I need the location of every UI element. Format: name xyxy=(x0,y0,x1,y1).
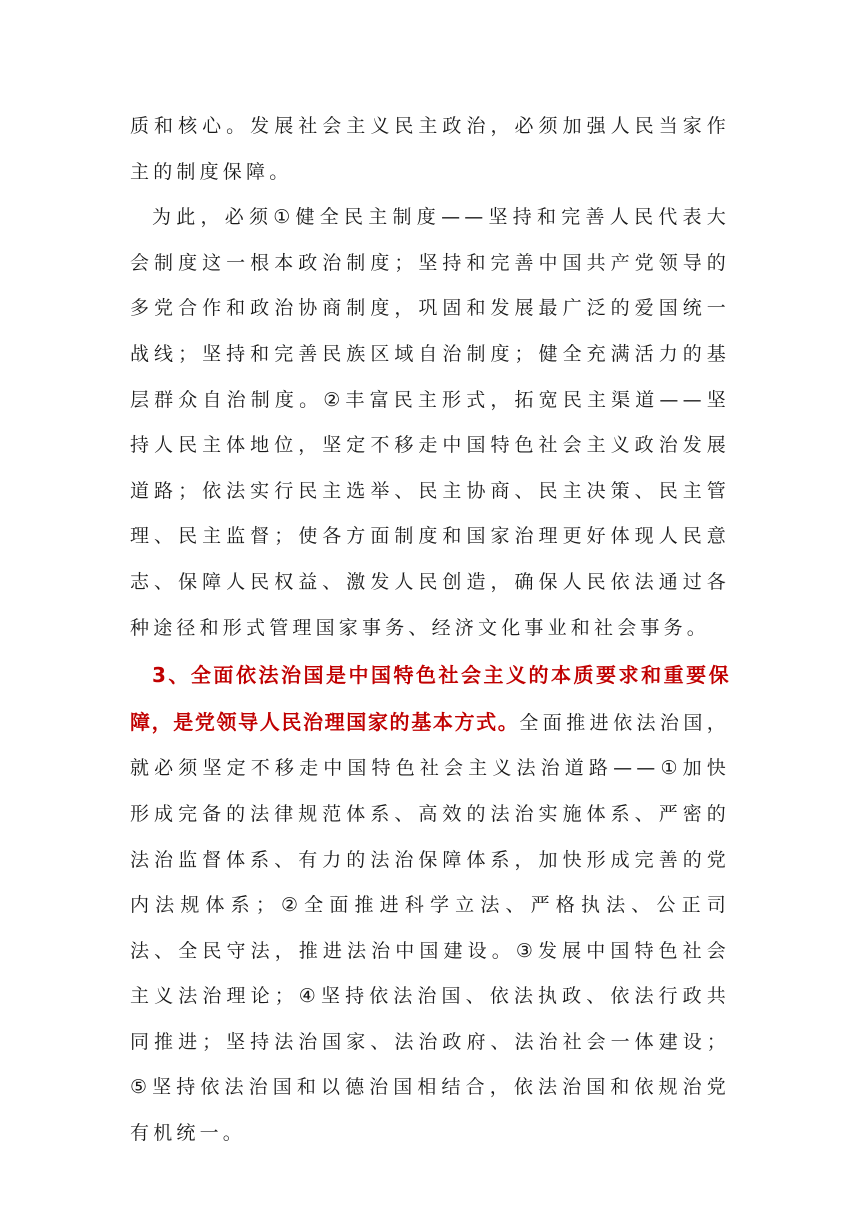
paragraph-rule-of-law-body: 全面推进依法治国，就必须坚定不移走中国特色社会主义法治道路——①加快形成完备的法律规范体系、高效的法治实施体系、严密的法治监督体系、有力的法治保障体系，加快形成完善的党内法规体系；②全面推进科学立法、严格执法、公正司法、全民守法，推进法治中国建设。③发展中国特色社会主义法治理论；④坚持依法治国、依法执政、依法行政共同推进；坚持法治国家、法治政府、法治社会一体建设；⑤坚持依法治国和以德治国相结合，依法治国和依规治党有机统一。 xyxy=(130,711,730,1145)
document-page xyxy=(130,104,730,1157)
section-heading-rule-of-law: 3、全面依法治国是中国特色社会主义的本质要求和重要保障，是党领导人民治理国家的基本方式。 xyxy=(130,663,730,734)
paragraph-rule-of-law xyxy=(130,653,730,1157)
paragraph-democracy-measures: 为此，必须①健全民主制度——坚持和完善人民代表大会制度这一根本政治制度；坚持和完善中国共产党领导的多党合作和政治协商制度，巩固和发展最广泛的爱国统一战线；坚持和完善民族区域自治制度；健全充满活力的基层群众自治制度。②丰富民主形式，拓宽民主渠道——坚持人民主体地位，坚定不移走中国特色社会主义政治发展道路；依法实行民主选举、民主协商、民主决策、民主管理、民主监督；使各方面制度和国家治理更好体现人民意志、保障人民权益、激发人民创造，确保人民依法通过各种途径和形式管理国家事务、经济文化事业和社会事务。 xyxy=(130,206,730,639)
paragraph-democracy-intro: 质和核心。发展社会主义民主政治，必须加强人民当家作主的制度保障。 xyxy=(130,115,730,183)
